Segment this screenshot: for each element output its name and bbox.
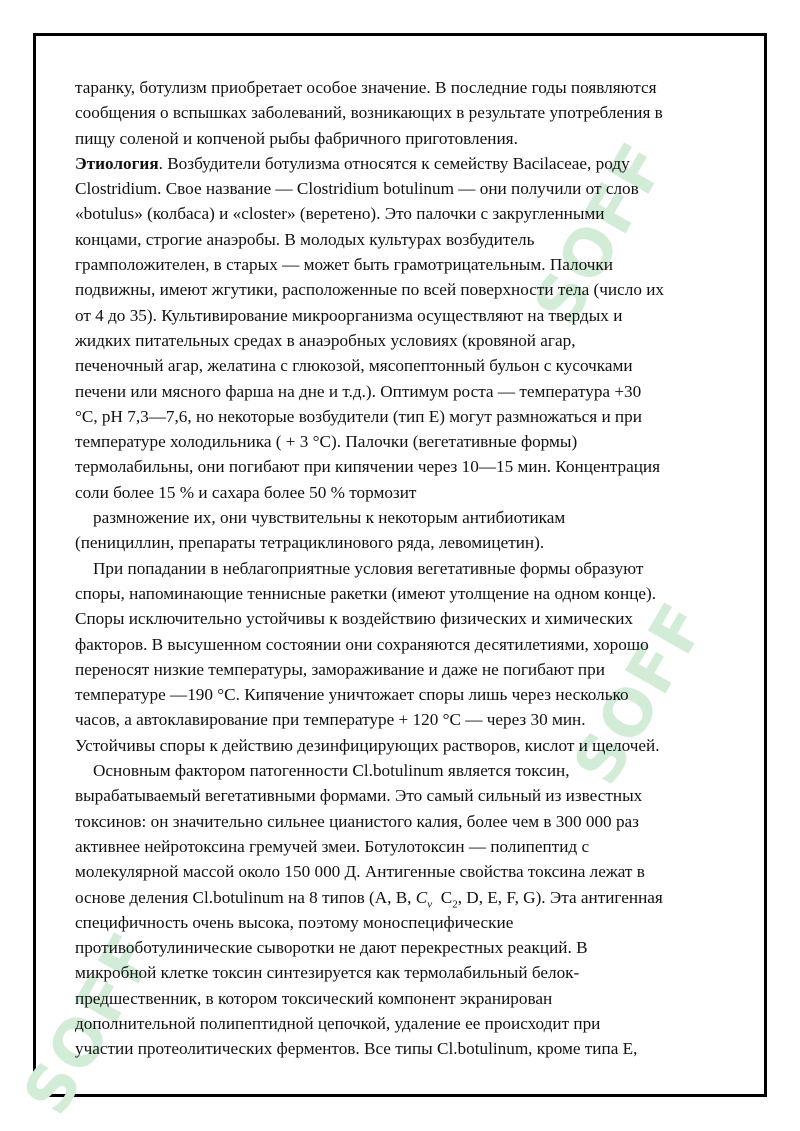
- text-line: термолабильны, они погибают при кипячении через 10—15 мин. Концентрация: [75, 457, 661, 477]
- text-run: . Возбудители ботулизма относятся к семейству Bacilaceae, роду: [158, 153, 630, 173]
- text-line: переносят низкие температуры, замораживание и даже не погибают при: [75, 659, 605, 679]
- text-line: часов, а автоклавирование при температуре + 120 °С — через 30 мин.: [75, 710, 586, 730]
- text-line: °С, pH 7,3—7,6, но некоторые возбудители (тип E) могут размножаться и при: [75, 406, 642, 426]
- etiology-paragraph-start: [75, 151, 735, 176]
- text-line: участии протеолитических ферментов. Все типы Cl.botulinum, кроме типа E,: [75, 1039, 638, 1059]
- text-line: противоботулинические сыворотки не дают перекрестных реакций. В: [75, 938, 588, 958]
- text-line: от 4 до 35). Культивирование микроорганизма осуществляют на твердых и: [75, 305, 623, 325]
- watermark: SOFF: [520, 130, 683, 337]
- text-run: основе деления Cl.botulinum на 8 типов (A, B,: [75, 887, 416, 907]
- toxin-types-line: [75, 885, 735, 910]
- text-line: концами, строгие анаэробы. В молодых культурах возбудитель: [75, 229, 535, 249]
- document-body: [75, 75, 735, 1062]
- text-line: жидких питательных средах в анаэробных условиях (кровяной агар,: [75, 330, 576, 350]
- text-line: токсинов: он значительно сильнее цианистого калия, более чем в 300 000 раз: [75, 811, 639, 831]
- text-line: дополнительной полипептидной цепочкой, удаление ее происходит при: [75, 1013, 601, 1033]
- text-line: Споры исключительно устойчивы к воздействию физических и химических: [75, 609, 634, 629]
- text-line: (пенициллин, препараты тетрациклинового ряда, левомицетин).: [75, 533, 545, 553]
- text-line: грамположителен, в старых — может быть грамотрицательным. Палочки: [75, 255, 613, 275]
- toxin-type-c-subscript: v: [427, 897, 433, 910]
- text-line: размножение их, они чувствительны к некоторым антибиотикам: [93, 508, 566, 528]
- watermark: SOFF: [560, 590, 723, 797]
- text-line: предшественник, в котором токсический компонент экранирован: [75, 988, 553, 1008]
- text-line: микробной клетке токсин синтезируется как термолабильный белок-: [75, 963, 580, 983]
- text-line: «botulus» (колбаса) и «closter» (веретено). Это палочки с закругленными: [75, 204, 605, 224]
- text-line: Clostridium. Свое название — Clostridium botulinum — они получили от слов: [75, 179, 639, 199]
- text-line: температуре холодильника ( + 3 °С). Палочки (вегетативные формы): [75, 432, 578, 452]
- text-line: сообщения о вспышках заболеваний, возникающих в результате употребления в: [75, 103, 663, 123]
- text-line: споры, напоминающие теннисные ракетки (имеют утолщение на одном конце).: [75, 583, 657, 603]
- text-line: таранку, ботулизм приобретает особое значение. В последние годы появляются: [75, 78, 657, 97]
- text-line: печени или мясного фарша на дне и т.д.). Оптимум роста — температура +30: [75, 381, 642, 401]
- section-heading-etiology: Этиология: [75, 153, 159, 173]
- text-line: Устойчивы споры к действию дезинфицирующих растворов, кислот и щелочей.: [75, 735, 660, 755]
- text-run: , D, E, F, G). Эта антигенная: [457, 887, 663, 907]
- toxin-type-c2: C: [440, 887, 453, 907]
- text-line: специфичность очень высока, поэтому моноспецифические: [75, 912, 514, 932]
- watermark: SOFF: [10, 920, 173, 1127]
- text-line: соли более 15 % и сахара более 50 % тормозит: [75, 482, 417, 502]
- text-line: температуре —190 °С. Кипячение уничтожает споры лишь через несколько: [75, 685, 629, 705]
- text-line: факторов. В высушенном состоянии они сохраняются десятилетиями, хорошо: [75, 634, 649, 654]
- text-line: подвижны, имеют жгутики, расположенные по всей поверхности тела (число их: [75, 280, 665, 300]
- toxin-type-c2-subscript: 2: [452, 897, 458, 910]
- text-line: вырабатываемый вегетативными формами. Это самый сильный из известных: [75, 786, 643, 806]
- toxin-type-c: C: [415, 887, 428, 907]
- paragraph-spores-start: При попадании в неблагоприятные условия вегетативные формы образуют: [93, 558, 644, 578]
- text-line: молекулярной массой около 150 000 Д. Антигенные свойства токсина лежат в: [75, 862, 645, 882]
- text-line: пищу соленой и копченой рыбы фабричного приготовления.: [75, 128, 518, 148]
- text-line: печеночный агар, желатина с глюкозой, мясопептонный бульон с кусочками: [75, 356, 633, 376]
- text-line: активнее нейротоксина гремучей змеи. Ботулотоксин — полипептид с: [75, 836, 590, 856]
- paragraph-toxin-start: Основным фактором патогенности Cl.botulinum является токсин,: [93, 761, 570, 781]
